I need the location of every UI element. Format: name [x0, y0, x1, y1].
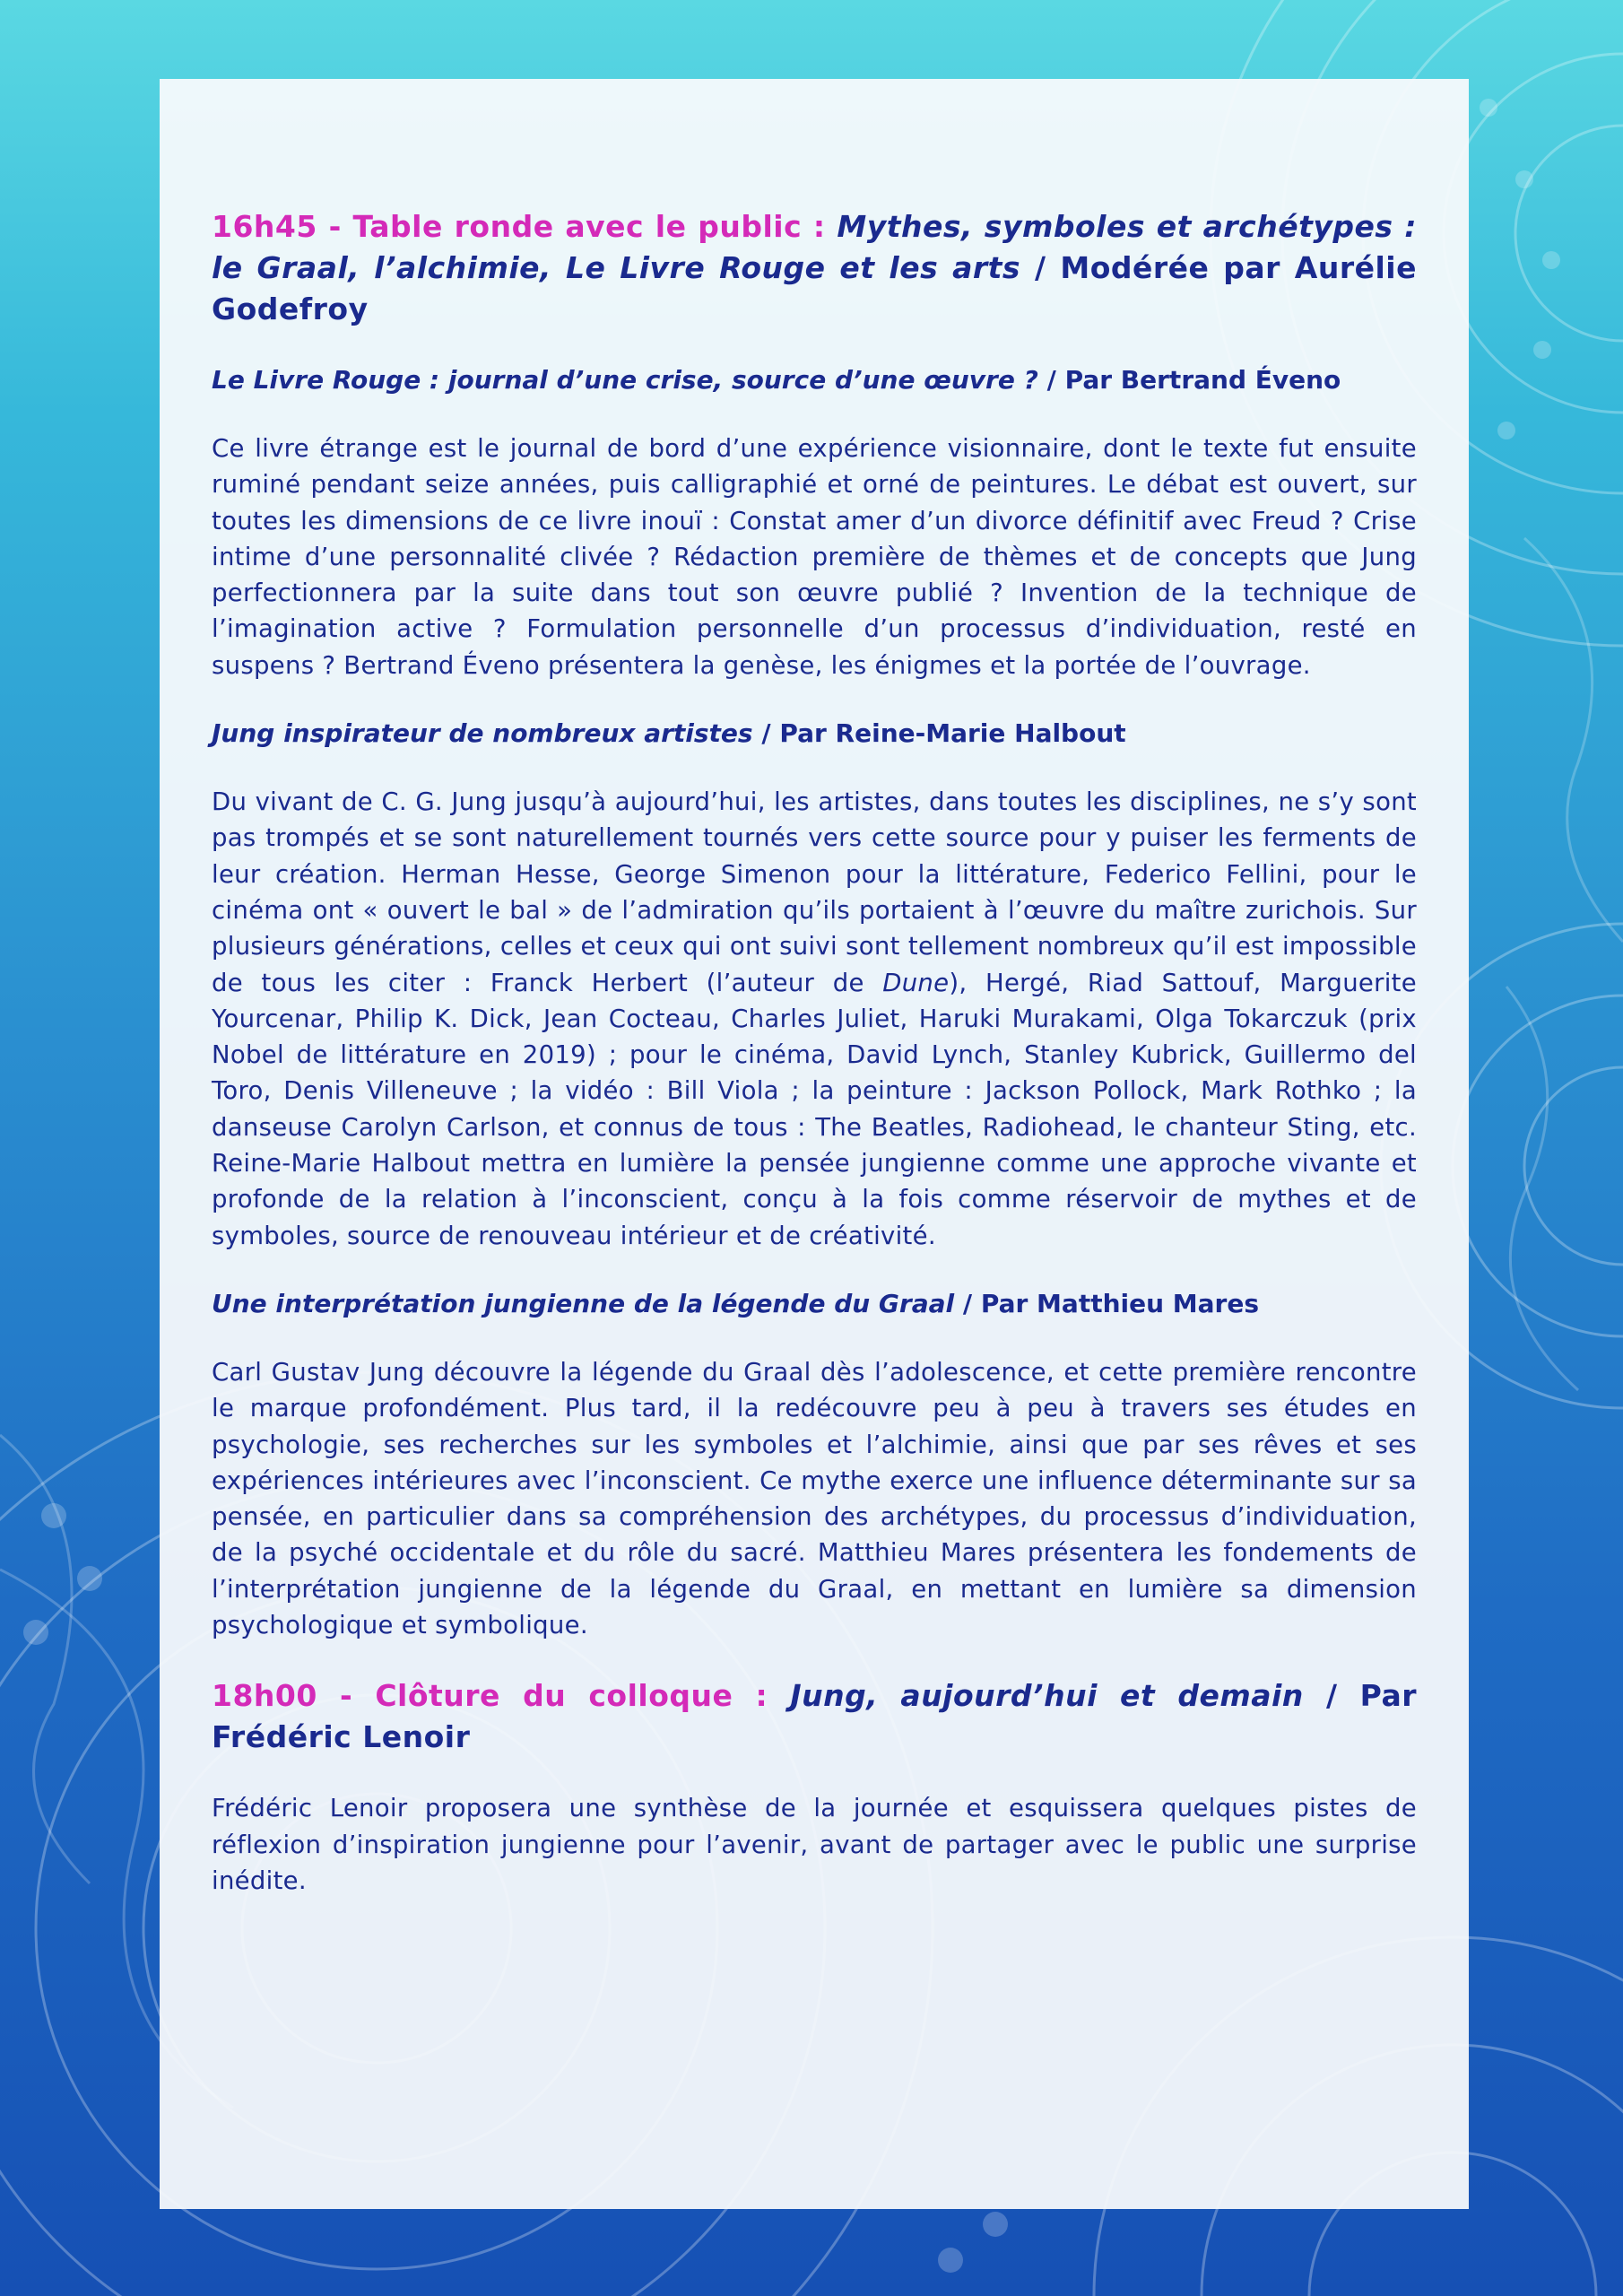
- talk-title-text: Jung inspirateur de nombreux artistes: [212, 718, 753, 749]
- paragraph-text: ), Hergé, Riad Sattouf, Marguerite Yourcenar, Philip K. Dick, Jean Cocteau, Charles Juliet, Haruki Murakami, Olga Tokarczuk (prix Nobel de littérature en 2019) ; pour le cinéma, David Lynch, Stanley Kubrick, Guillermo del Toro, Denis Villeneuve ; la vidéo : Bill Viola ; la peinture : Jackson Pollock, Mark Rothko ; la danseuse Carolyn Carlson, et connus de tous : The Beatles, Radiohead, le chanteur Sting, etc. Reine-Marie Halbout mettra en lumière la pensée jungienne comme une approche vivante et profonde de la relation à l’inconscient, conçu à la fois comme réservoir de mythes et de symboles, source de renouveau intérieur et de créativité.: [212, 968, 1417, 1250]
- session-time-label: 18h00 - Clôture du colloque :: [212, 1678, 768, 1714]
- paragraph-text: Du vivant de C. G. Jung jusqu’à aujourd’hui, les artistes, dans toutes les disciplines, ne s’y sont pas trompés et se sont naturellement tournés vers cette source pour y puiser les ferments de leur création. Herman Hesse, George Simenon pour la littérature, Federico Fellini, pour le cinéma ont « ouvert le bal » de l’admiration qu’ils portaient à l’œuvre du maître zurichois. Sur plusieurs générations, celles et ceux qui ont suivi sont tellement nombreux qu’il est impossible de tous les citer : Franck Herbert (l’auteur de: [212, 787, 1417, 997]
- talk-speaker: / Par Matthieu Mares: [962, 1288, 1260, 1318]
- talk-speaker: / Par Reine-Marie Halbout: [761, 718, 1126, 749]
- talk-title-graal: [212, 1286, 1417, 1322]
- session-title: Mythes, symboles et archétypes : le Graal, l’alchimie, Le Livre Rouge et les arts: [212, 209, 1417, 285]
- session-time-label: 16h45 - Table ronde avec le public :: [212, 209, 826, 244]
- session-moderator: / Modérée par Aurélie Godefroy: [212, 250, 1417, 326]
- talk-speaker: / Par Bertrand Éveno: [1046, 365, 1341, 395]
- book-title-dune: Dune: [882, 968, 950, 997]
- program-card: [160, 79, 1469, 2209]
- session-speaker: / Par Frédéric Lenoir: [212, 1678, 1417, 1755]
- talk-title-livre-rouge: [212, 362, 1417, 398]
- talk-title-text: Le Livre Rouge : journal d’une crise, source d’une œuvre ?: [212, 365, 1038, 395]
- talk-description-artistes: [212, 784, 1417, 1254]
- talk-description-livre-rouge: Ce livre étrange est le journal de bord d’une expérience visionnaire, dont le texte fut ensuite ruminé pendant seize années, puis calligraphié et orné de peintures. Le débat est ouvert, sur toutes les dimensions de ce livre inouï : Constat amer d’un divorce définitif avec Freud ? Crise intime d’une personnalité clivée ? Rédaction première de thèmes et de concepts que Jung perfectionnera par la suite dans tout son œuvre publié ? Invention de la technique de l’imagination active ? Formulation personnelle d’un processus d’individuation, resté en suspens ? Bertrand Éveno présentera la genèse, les énigmes et la portée de l’ouvrage.: [212, 434, 1417, 680]
- session-title: Jung, aujourd’hui et demain: [790, 1678, 1304, 1714]
- talk-description-graal: Carl Gustav Jung découvre la légende du Graal dès l’adolescence, et cette première rencontre le marque profondément. Plus tard, il la redécouvre peu à peu à travers ses études en psychologie, ses recherches sur les symboles et l’alchimie, ainsi que par ses rêves et ses expériences intérieures avec l’inconscient. Ce mythe exerce une influence déterminante sur sa pensée, en particulier dans sa compréhension des archétypes, du processus d’individuation, de la psyché occidentale et du rôle du sacré. Matthieu Mares présentera les fondements de l’interprétation jungienne de la légende du Graal, en mettant en lumière sa dimension psychologique et symbolique.: [212, 1357, 1417, 1640]
- closing-description: Frédéric Lenoir proposera une synthèse de la journée et esquissera quelques pistes de réflexion d’inspiration jungienne pour l’avenir, avant de partager avec le public une surprise inédite.: [212, 1794, 1417, 1895]
- talk-title-text: Une interprétation jungienne de la légende du Graal: [212, 1288, 955, 1318]
- talk-title-artistes: [212, 716, 1417, 752]
- session-heading-closing: [212, 1675, 1417, 1758]
- session-heading-roundtable: [212, 206, 1417, 330]
